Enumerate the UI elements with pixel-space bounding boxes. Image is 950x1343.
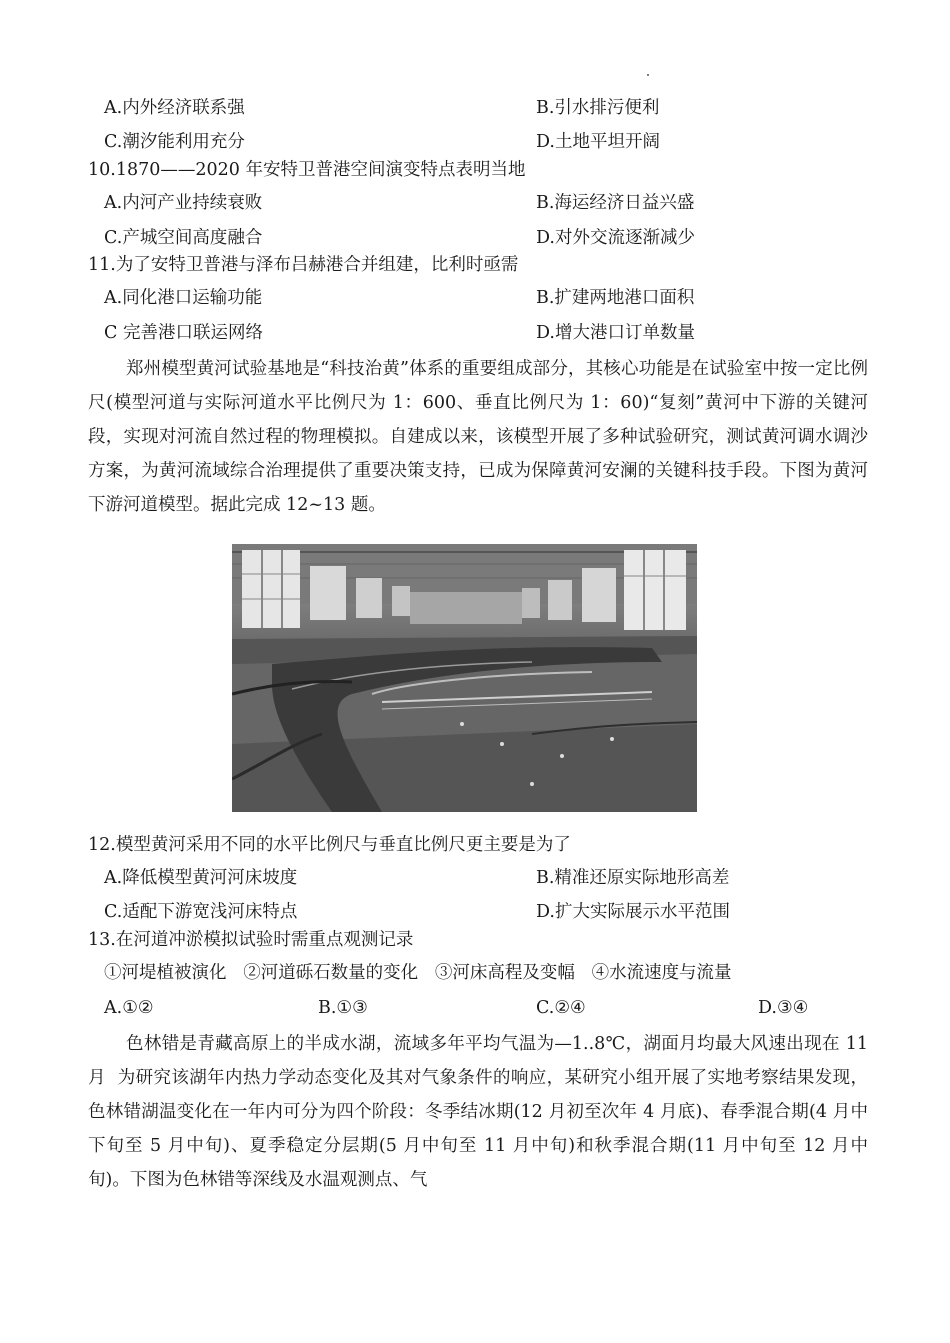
q11-option-d: D.增大港口订单数量 — [536, 323, 695, 343]
q11-option-b: B.扩建两地港口面积 — [536, 288, 695, 308]
q9-option-d: D.土地平坦开阔 — [536, 132, 660, 152]
q11-option-c: C 完善港口联运网络 — [104, 323, 263, 343]
q13-items: ①河堤植被演化 ②河道砾石数量的变化 ③河床高程及变幅 ④水流速度与流量 — [104, 963, 732, 983]
q10-option-b: B.海运经济日益兴盛 — [536, 193, 695, 213]
q12-option-b: B.精准还原实际地形高差 — [536, 868, 730, 888]
q10-option-d: D.对外交流逐渐减少 — [536, 228, 695, 248]
q10-option-a: A.内河产业持续衰败 — [104, 193, 263, 213]
q9-option-c: C.潮汐能利用充分 — [104, 132, 245, 152]
q12-option-c: C.适配下游宽浅河床特点 — [104, 902, 298, 922]
q13-option-b: B.①③ — [318, 998, 368, 1018]
q13-option-d: D.③④ — [758, 998, 809, 1018]
q13-option-c: C.②④ — [536, 998, 586, 1018]
q10-option-c: C.产城空间高度融合 — [104, 228, 263, 248]
river-model-photo — [232, 544, 697, 812]
q13-stem: 13.在河道冲淤模拟试验时需重点观测记录 — [88, 930, 414, 950]
q12-option-a: A.降低模型黄河河床坡度 — [104, 868, 298, 888]
passage-yellow-river-model: 郑州模型黄河试验基地是“科技治黄”体系的重要组成部分，其核心功能是在试验室中按一定比例尺(模型河道与实际河道水平比例尺为 1：600、垂直比例尺为 1：60)“复刻”黄河中下游的关键河段，实现对河流自然过程的物理模拟。自建成以来，该模型开展了多种试验研究，测试黄河调水调沙方案，为黄河流域综合治理提供了重要决策支持，已成为保障黄河安澜的关键科技手段。下图为黄河下游河道模型。据此完成 12~13 题。 — [88, 359, 868, 515]
q11-option-a: A.同化港口运输功能 — [104, 288, 263, 308]
q12-stem: 12.模型黄河采用不同的水平比例尺与垂直比例尺更主要是为了 — [88, 835, 571, 855]
q10-stem: 10.1870——2020 年安特卫普港空间演变特点表明当地 — [88, 160, 526, 180]
q9-option-a: A.内外经济联系强 — [104, 98, 245, 118]
scan-dot — [647, 74, 649, 76]
q11-stem: 11.为了安特卫普港与泽布吕赫港合并组建，比利时亟需 — [88, 255, 519, 275]
passage-selin-co: 色林错是青藏高原上的半成水湖，流域多年平均气温为—1..8℃，湖面月均最大风速出现在 11 月 为研究该湖年内热力学动态变化及其对气象条件的响应，某研究小组开展了实地考察结果发现，色林错湖温变化在一年内可分为四个阶段：冬季结冰期(12 月初至次年 4 月底)、春季混合期(4 月中下旬至 5 月中旬)、夏季稳定分层期(5 月中旬至 11 月中旬)和秋季混合期(11 月中旬至 12 月中旬)。下图为色林错等深线及水温观测点、气 — [88, 1034, 874, 1190]
q13-option-a: A.①② — [104, 998, 154, 1018]
q12-option-d: D.扩大实际展示水平范围 — [536, 902, 730, 922]
q9-option-b: B.引水排污便利 — [536, 98, 660, 118]
